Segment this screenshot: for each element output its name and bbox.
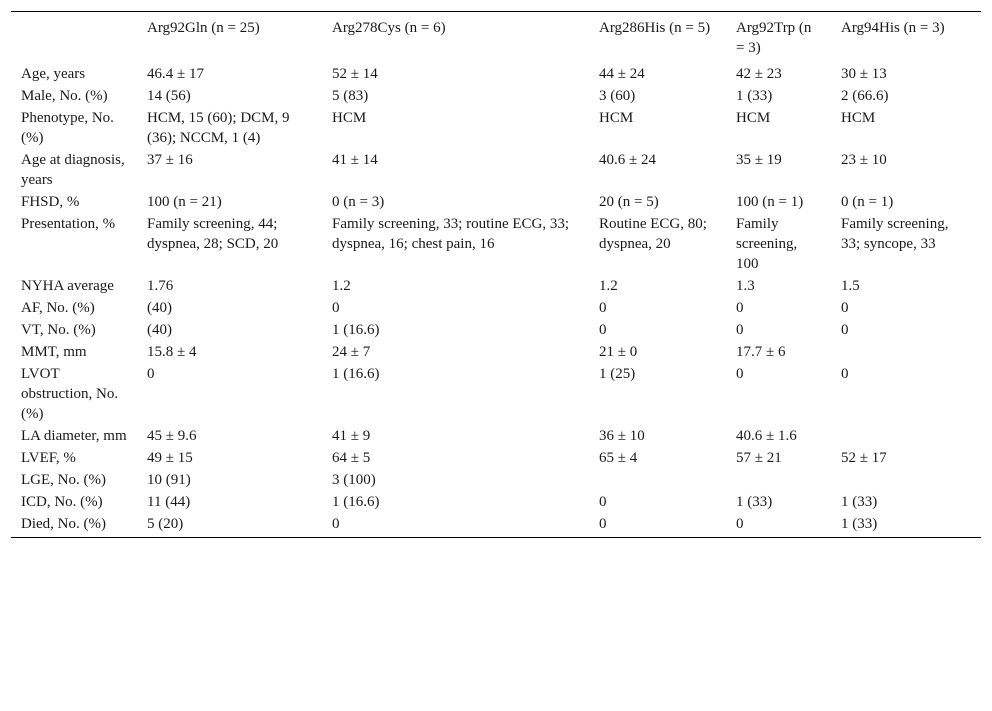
data-table-container [11,11,981,538]
value-cell-arg278cys: HCM [332,110,367,126]
value-cell-arg92trp: 1 (33) [736,88,773,104]
value-cell-arg94his [831,426,981,448]
value-cell-arg286his: 0 [599,300,607,316]
table-row [11,214,981,276]
value-cell-arg92trp: 42 ± 23 [736,66,782,82]
value-cell-arg92trp: 1 (33) [736,494,773,510]
value-cell-arg94his: HCM [841,110,876,126]
row-label-cell: VT, No. (%) [21,322,96,338]
value-cell-arg278cys: 0 (n = 3) [332,194,385,210]
row-label-cell: LVOT obstruction, No. (%) [21,366,119,422]
value-cell-arg92trp: 0 [736,516,744,532]
value-cell-arg278cys: 41 ± 9 [332,428,371,444]
value-cell-arg278cys: 0 [332,300,340,316]
value-cell-arg278cys: 1.2 [332,278,351,294]
table-row [11,342,981,364]
row-label-cell: Presentation, % [21,216,116,232]
value-cell-arg94his: 1 (33) [841,516,878,532]
table-header [11,12,981,63]
value-cell-arg278cys: 0 [332,516,340,532]
table-row [11,492,981,514]
value-cell-arg92trp: HCM [736,110,771,126]
table-row [11,426,981,448]
table-row [11,320,981,342]
row-label-cell: Phenotype, No. (%) [21,110,114,146]
value-cell-arg286his: 40.6 ± 24 [599,152,656,168]
value-cell-arg278cys: Family screening, 33; routine ECG, 33; dyspnea, 16; chest pain, 16 [332,216,570,252]
value-cell-arg286his: 20 (n = 5) [599,194,659,210]
value-cell-arg92gln: 11 (44) [147,494,191,510]
header-cell-arg92gln: Arg92Gln (n = 25) [147,20,260,36]
value-cell-arg286his: Routine ECG, 80; dyspnea, 20 [599,216,707,252]
value-cell-arg92gln: (40) [147,300,172,316]
header-cell-arg94his: Arg94His (n = 3) [841,20,945,36]
value-cell-arg92trp: Family screening, 100 [736,216,798,272]
value-cell-arg286his: 3 (60) [599,88,636,104]
value-cell-arg92gln: 5 (20) [147,516,184,532]
row-label-cell: LVEF, % [21,450,76,466]
value-cell-arg94his: 2 (66.6) [841,88,889,104]
value-cell-arg92trp: 0 [736,322,744,338]
value-cell-arg278cys: 41 ± 14 [332,152,378,168]
value-cell-arg94his: 0 (n = 1) [841,194,894,210]
value-cell-arg92trp: 0 [736,300,744,316]
table-body [11,62,981,538]
value-cell-arg92gln: 46.4 ± 17 [147,66,204,82]
value-cell-arg286his: 65 ± 4 [599,450,638,466]
value-cell-arg94his: 23 ± 10 [841,152,887,168]
value-cell-arg94his: 0 [841,366,849,382]
value-cell-arg92gln: 100 (n = 21) [147,194,222,210]
table-row [11,150,981,192]
value-cell-arg92trp: 35 ± 19 [736,152,782,168]
value-cell-arg92gln: HCM, 15 (60); DCM, 9 (36); NCCM, 1 (4) [147,110,290,146]
value-cell-arg92trp [726,470,831,492]
header-cell-arg92trp: Arg92Trp (n = 3) [736,20,812,56]
table-row [11,108,981,150]
value-cell-arg92gln: 0 [147,366,155,382]
value-cell-arg94his: Family screening, 33; syncope, 33 [841,216,949,252]
header-cell-empty [11,12,137,63]
table-row [11,448,981,470]
value-cell-arg92gln: 10 (91) [147,472,191,488]
value-cell-arg94his: 30 ± 13 [841,66,887,82]
table-row [11,276,981,298]
row-label-cell: Male, No. (%) [21,88,108,104]
value-cell-arg92gln: 14 (56) [147,88,191,104]
row-label-cell: FHSD, % [21,194,80,210]
row-label-cell: Died, No. (%) [21,516,106,532]
table-row [11,298,981,320]
table-row [11,62,981,86]
row-label-cell: NYHA average [21,278,114,294]
value-cell-arg92trp: 100 (n = 1) [736,194,804,210]
value-cell-arg92gln: 1.76 [147,278,174,294]
value-cell-arg286his: 0 [599,322,607,338]
value-cell-arg94his: 0 [841,300,849,316]
value-cell-arg92gln: 49 ± 15 [147,450,193,466]
value-cell-arg94his: 1.5 [841,278,860,294]
mutation-characteristics-table [11,11,981,538]
value-cell-arg92trp: 1.3 [736,278,755,294]
value-cell-arg94his [831,470,981,492]
row-label-cell: AF, No. (%) [21,300,95,316]
row-label-cell: ICD, No. (%) [21,494,103,510]
value-cell-arg92gln: (40) [147,322,172,338]
value-cell-arg278cys: 52 ± 14 [332,66,378,82]
table-row [11,86,981,108]
row-label-cell: MMT, mm [21,344,87,360]
value-cell-arg92trp: 17.7 ± 6 [736,344,786,360]
value-cell-arg92gln: Family screening, 44; dyspnea, 28; SCD, 20 [147,216,279,252]
value-cell-arg286his: 1 (25) [599,366,636,382]
value-cell-arg286his: 0 [599,494,607,510]
value-cell-arg94his: 52 ± 17 [841,450,887,466]
value-cell-arg94his [831,342,981,364]
value-cell-arg92gln: 45 ± 9.6 [147,428,197,444]
header-cell-arg286his: Arg286His (n = 5) [599,20,711,36]
table-row [11,364,981,426]
value-cell-arg278cys: 24 ± 7 [332,344,371,360]
value-cell-arg286his: 21 ± 0 [599,344,638,360]
value-cell-arg92trp: 0 [736,366,744,382]
value-cell-arg286his: 1.2 [599,278,618,294]
value-cell-arg92gln: 15.8 ± 4 [147,344,197,360]
value-cell-arg286his [589,470,726,492]
value-cell-arg286his: HCM [599,110,634,126]
value-cell-arg94his: 0 [841,322,849,338]
table-row [11,514,981,538]
value-cell-arg286his: 36 ± 10 [599,428,645,444]
row-label-cell: Age, years [21,66,86,82]
row-label-cell: Age at diagnosis, years [21,152,125,188]
row-label-cell: LGE, No. (%) [21,472,106,488]
row-label-cell: LA diameter, mm [21,428,127,444]
value-cell-arg278cys: 5 (83) [332,88,369,104]
table-row [11,192,981,214]
header-row [11,12,981,63]
value-cell-arg278cys: 1 (16.6) [332,322,380,338]
value-cell-arg278cys: 64 ± 5 [332,450,371,466]
value-cell-arg278cys: 1 (16.6) [332,366,380,382]
value-cell-arg94his: 1 (33) [841,494,878,510]
value-cell-arg92gln: 37 ± 16 [147,152,193,168]
value-cell-arg92trp: 57 ± 21 [736,450,782,466]
value-cell-arg286his: 44 ± 24 [599,66,645,82]
value-cell-arg278cys: 1 (16.6) [332,494,380,510]
header-cell-arg278cys: Arg278Cys (n = 6) [332,20,446,36]
table-row [11,470,981,492]
value-cell-arg278cys: 3 (100) [332,472,376,488]
value-cell-arg286his: 0 [599,516,607,532]
value-cell-arg92trp: 40.6 ± 1.6 [736,428,797,444]
